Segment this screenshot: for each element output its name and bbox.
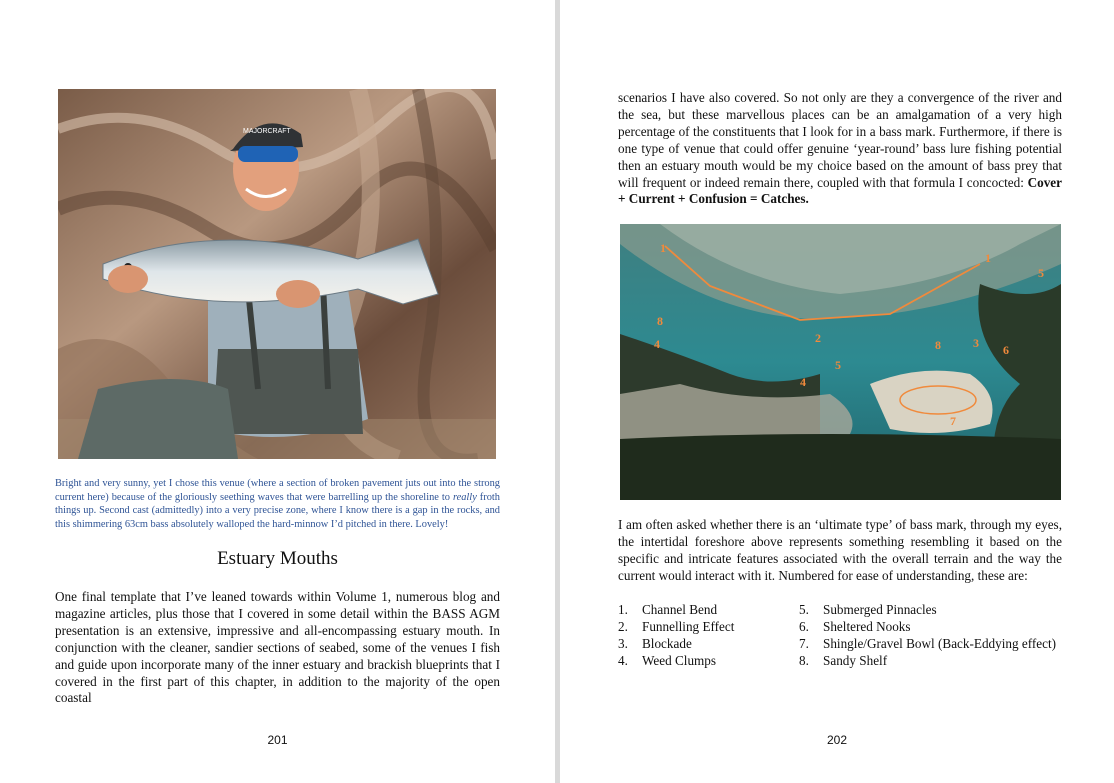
cap-logo-text: MAJORCRAFT <box>243 128 291 135</box>
section-heading: Estuary Mouths <box>217 548 338 569</box>
list-number: 7. <box>799 636 809 651</box>
list-label: Submerged Pinnacles <box>823 602 937 617</box>
aerial-marker-7: 7 <box>950 414 956 428</box>
list-item <box>799 652 1056 669</box>
body-paragraph: One final template that I’ve leaned towards within Volume 1, numerous blog and magazine articles, plus those that I covered in some detail within the BASS AGM presentation is an extensive, impressive and all-encompassing estuary mouth. In conjunction with the cleaner, sandier sections of seabed, some of the venues I fish and guide upon incorporate many of the inner estuary and brackish blueprints that I covered in the first part of this chapter, in addition to the majority of the open coastal <box>55 589 500 706</box>
page-number: 202 <box>826 733 848 747</box>
aerial-marker-2: 2 <box>815 331 821 345</box>
page-number: 201 <box>267 733 288 747</box>
list-label: Channel Bend <box>642 602 718 617</box>
list-item <box>799 618 1056 635</box>
aerial-marker-6: 6 <box>1003 343 1009 357</box>
list-label: Funnelling Effect <box>642 619 735 634</box>
list-number: 3. <box>618 636 628 651</box>
list-label: Sandy Shelf <box>823 653 888 668</box>
list-label: Blockade <box>642 636 692 651</box>
formula-bold: Cover + Current + Confusion = Catches. <box>618 174 1062 207</box>
aerial-marker-1: 1 <box>985 251 991 265</box>
aerial-marker-5: 5 <box>1038 266 1044 280</box>
caption-italic: really <box>452 491 477 503</box>
list-item <box>618 635 734 652</box>
aerial-marker-3: 3 <box>973 336 979 350</box>
aerial-marker-4: 4 <box>800 375 806 389</box>
list-item <box>618 618 734 635</box>
list-number: 1. <box>618 602 628 617</box>
left-page <box>0 0 555 783</box>
list-number: 8. <box>799 653 809 668</box>
aerial-marker-1: 1 <box>660 241 666 255</box>
right-page <box>560 0 1114 783</box>
angler-bass-photo <box>58 89 496 459</box>
paragraph-text: scenarios I have also covered. So not only are they a convergence of the river and the sea, but these marvellous places can be an amalgamation of a very high percentage of the constituents that I look for in a bass mark. Furthermore, if there is one type of venue that could offer genuine ‘year-round’ bass lure fishing potential then an estuary mouth would be my choice based on the amount of bass prey that will frequent or indeed remain there, coupled with that formula I concocted: <box>618 90 1062 190</box>
list-label: Shingle/Gravel Bowl (Back-Eddying effect) <box>823 636 1057 651</box>
body-paragraph: I am often asked whether there is an ‘ultimate type’ of bass mark, through my eyes, the intertidal foreshore above represents something resembling it based on the specific and intricate features associated with the overall terrain and the way the current would interact with it. Numbered for ease of understanding, these are: <box>618 517 1062 583</box>
list-number: 6. <box>799 619 809 634</box>
caption-text: Bright and very sunny, yet I chose this venue (where a section of broken pavement juts out into the strong current here) because of the gloriously seething waves that were barrelling up the shoreline to <box>55 478 500 503</box>
list-label: Weed Clumps <box>642 653 717 668</box>
features-list-left <box>618 601 734 669</box>
list-item <box>618 652 734 669</box>
list-number: 5. <box>799 602 809 617</box>
list-item <box>799 635 1056 652</box>
body-paragraph <box>618 90 1062 208</box>
aerial-marker-8: 8 <box>657 314 663 328</box>
list-number: 4. <box>618 653 628 668</box>
features-list-right <box>799 601 1056 669</box>
caption-text-end: froth things up. Second cast (admittedly) into a very precise zone, where I know there is a gap in the rocks, and this shimmering 63cm bass absolutely walloped the hard-minnow I’d pitched in there. Lovely! <box>55 491 500 530</box>
photo-caption <box>55 477 500 531</box>
list-item <box>618 601 734 618</box>
aerial-marker-4: 4 <box>654 337 660 351</box>
list-label: Sheltered Nooks <box>823 619 911 634</box>
list-number: 2. <box>618 619 628 634</box>
aerial-marker-8: 8 <box>935 338 941 352</box>
list-item <box>799 601 1056 618</box>
aerial-estuary-photo <box>620 224 1061 500</box>
aerial-marker-5: 5 <box>835 358 841 372</box>
